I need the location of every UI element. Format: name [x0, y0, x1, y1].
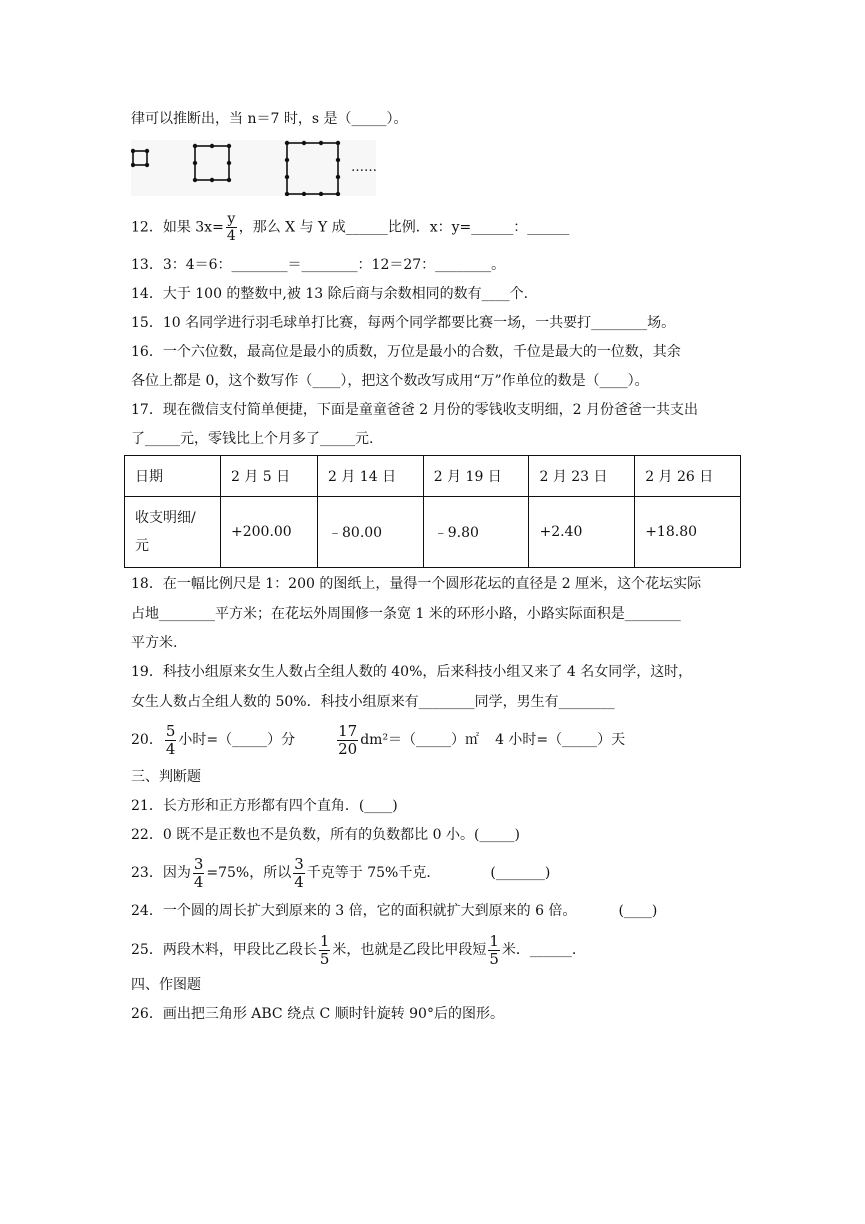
q23-fraction-1: [193, 854, 205, 891]
table-cell: +2.40: [529, 497, 635, 568]
question-18-line-2: 占地________平方米；在花坛外周围修一条宽 1 米的环形小路，小路实际面积是________: [131, 606, 681, 622]
q25-f2-num: 1: [489, 931, 499, 950]
row-label-line-2: 元: [135, 538, 149, 554]
q20-part-1: 小时=（_____）分: [178, 732, 296, 748]
dot-squares-svg: [131, 140, 376, 196]
question-25: [131, 933, 576, 967]
q23-suffix: 千克等于 75%千克．: [306, 865, 441, 881]
q25-middle: 米，也就是乙段比甲段短: [332, 942, 487, 958]
square-3: [287, 143, 338, 194]
table-header-cell: 2 月 5 日: [221, 456, 318, 497]
q12-frac-num: y: [227, 211, 236, 227]
q25-f1-num: 1: [319, 931, 330, 950]
question-12: [131, 212, 569, 243]
q24-answer-blank: (____): [618, 903, 658, 919]
table-cell: +18.80: [635, 497, 741, 568]
question-24: [131, 901, 657, 921]
q12-fraction: [226, 212, 237, 243]
q12-frac-den: 4: [226, 228, 236, 244]
question-18-line-1: 18．在一幅比例尺是 1：200 的图纸上，量得一个圆形花坛的直径是 2 厘米，这个花坛实际: [131, 576, 702, 592]
table-cell: ﹣80.00: [318, 497, 424, 568]
wallet-ledger-table: [124, 455, 741, 568]
q23-f1-den: 4: [193, 872, 204, 891]
question-18-line-3: 平方米.: [131, 635, 178, 651]
question-15: 15．10 名同学进行羽毛球单打比赛，每两个同学都要比赛一场，一共要打________场。: [131, 315, 676, 331]
question-17-line-1: 17．现在微信支付简单便捷，下面是童童爸爸 2 月份的零钱收支明细，2 月份爸爸一共支出: [131, 402, 698, 418]
q23-f2-den: 4: [294, 872, 304, 891]
q23-f2-num: 3: [294, 854, 304, 873]
question-19-line-2: 女生人数占全组人数的 50%．科技小组原来有________同学，男生有________: [131, 694, 615, 710]
q25-f2-den: 5: [489, 949, 499, 968]
section-heading-judgement: 三、判断题: [131, 769, 201, 785]
question-20: [131, 722, 625, 758]
question-26: 26．画出把三角形 ABC 绕点 C 顺时针旋转 90°后的图形。: [131, 1006, 504, 1022]
q20-part-3: 4 小时=（_____）天: [495, 732, 626, 748]
q25-prefix: 25．两段木料，甲段比乙段长: [131, 942, 317, 958]
question-16-line-2: 各位上都是 0，这个数写作（____），把这个数改写成用“万”作单位的数是（____）。: [131, 373, 649, 389]
q20-f1-num: 5: [165, 721, 176, 740]
question-14: 14．大于 100 的整数中,被 13 除后商与余数相同的数有____个.: [131, 286, 529, 302]
q20-number: 20．: [131, 732, 163, 748]
q20-fraction-2: [337, 721, 358, 758]
question-11-tail: 律可以推断出，当 n＝7 时，s 是（_____）。: [131, 111, 408, 127]
question-13: 13．3：4＝6：________＝________：12＝27：________。: [131, 257, 506, 273]
q20-f2-num: 17: [338, 721, 358, 740]
question-21: 21．长方形和正方形都有四个直角．(____): [131, 798, 398, 814]
q25-suffix: 米．______.: [501, 942, 577, 958]
table-cell: ﹣9.80: [423, 497, 529, 568]
question-17-line-2: 了_____元，零钱比上个月多了_____元.: [131, 431, 374, 447]
q23-fraction-2: [293, 854, 305, 891]
square-3-dots: [285, 141, 340, 196]
q20-part-2: dm²＝（_____）㎡: [360, 732, 480, 748]
square-2: [195, 146, 229, 180]
dot-square-pattern-figure: [131, 140, 376, 196]
q20-fraction-1: [165, 721, 177, 758]
row-label-line-1: 收支明细/: [135, 510, 196, 526]
q12-prefix: 12．如果 3x=: [131, 219, 224, 236]
q25-fraction-2: [488, 931, 500, 968]
square-1: [133, 151, 147, 165]
q25-f1-den: 5: [319, 949, 330, 968]
q20-f1-den: 4: [165, 739, 176, 758]
question-19-line-1: 19．科技小组原来女生人数占全组人数的 40%，后来科技小组又来了 4 名女同学，这时，: [131, 664, 693, 680]
q25-fraction-1: [319, 931, 331, 968]
q23-answer-blank: (_______): [490, 865, 551, 881]
table-header-row: [125, 456, 741, 497]
q23-prefix: 23．因为: [131, 865, 191, 881]
pattern-ellipsis: ……: [351, 160, 377, 175]
table-header-cell: 2 月 19 日: [423, 456, 529, 497]
table-header-cell: 2 月 14 日: [318, 456, 424, 497]
table-header-cell: 2 月 23 日: [529, 456, 635, 497]
q23-middle: =75%，所以: [206, 865, 292, 881]
q12-suffix: ，那么 X 与 Y 成______比例．x：y=______：______: [238, 219, 570, 236]
q24-text: 24．一个圆的周长扩大到原来的 3 倍，它的面积就扩大到原来的 6 倍。: [131, 903, 577, 919]
table-header-cell: 2 月 26 日: [635, 456, 741, 497]
question-23: [131, 856, 550, 890]
section-heading-drawing: 四、作图题: [131, 977, 201, 993]
table-row: [125, 497, 741, 568]
table-cell: +200.00: [221, 497, 318, 568]
square-2-dots: [193, 144, 231, 182]
table-row-label: [125, 497, 221, 568]
question-16-line-1: 16．一个六位数，最高位是最小的质数，万位是最小的合数，千位是最大的一位数，其余: [131, 344, 681, 360]
q23-f1-num: 3: [193, 854, 204, 873]
table-header-cell: 日期: [125, 456, 221, 497]
question-22: 22．0 既不是正数也不是负数，所有的负数都比 0 小。(_____): [131, 827, 520, 843]
q20-f2-den: 20: [338, 739, 358, 758]
